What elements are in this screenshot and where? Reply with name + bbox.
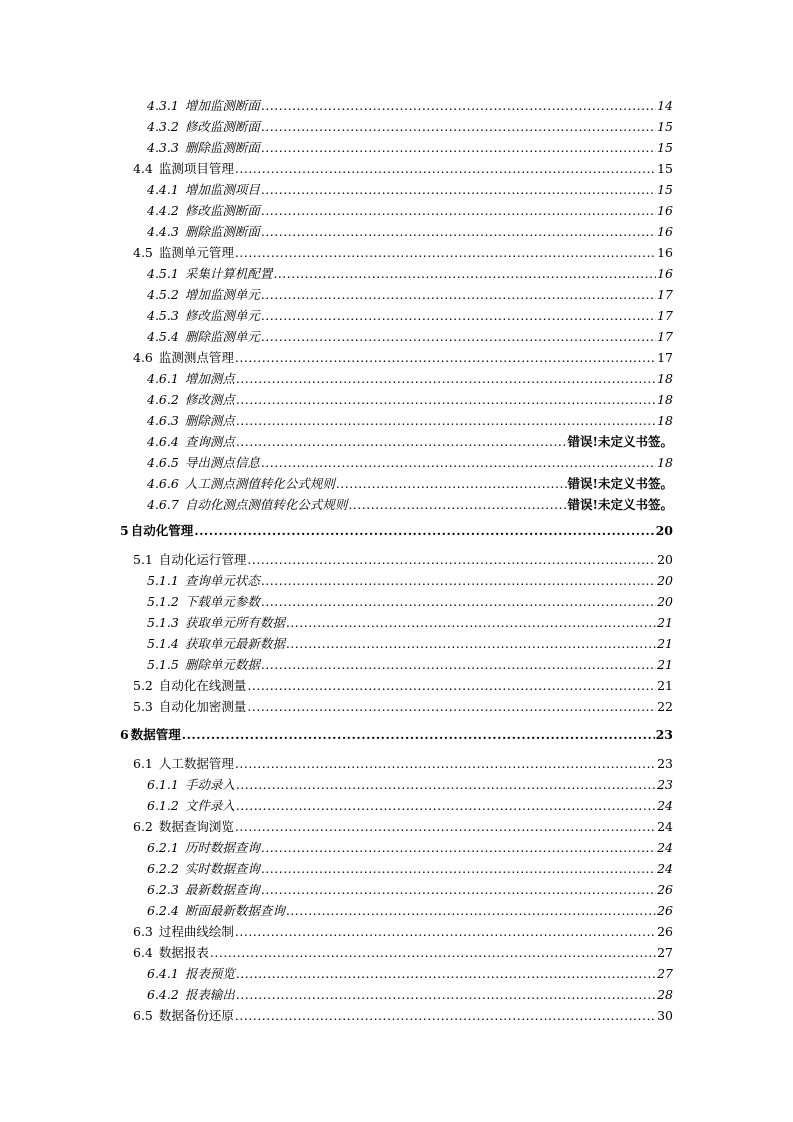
toc-entry[interactable] — [147, 475, 673, 493]
toc-entry-number: 6.3 — [133, 924, 153, 939]
toc-entry-page: 17 — [657, 308, 673, 323]
toc-entry[interactable] — [120, 522, 673, 540]
toc-entry-number: 4.6 — [133, 350, 153, 365]
toc-entry[interactable] — [147, 776, 673, 794]
toc-entry-number: 4.6.4 — [147, 434, 179, 449]
toc-entry-page: 20 — [657, 552, 673, 567]
toc-entry-title: 增加监测断面 — [184, 98, 260, 113]
toc-entry-title: 人工测点测值转化公式规则 — [184, 476, 335, 491]
toc-dot-leader — [261, 118, 656, 136]
toc-entry-page: 14 — [657, 98, 673, 113]
toc-entry-number: 6.2 — [133, 819, 153, 834]
toc-entry[interactable] — [147, 328, 673, 346]
toc-entry-title: 修改监测断面 — [184, 203, 260, 218]
toc-dot-leader — [261, 307, 656, 325]
toc-entry-page: 23 — [657, 777, 673, 792]
toc-entry[interactable] — [147, 635, 673, 653]
toc-entry[interactable] — [147, 902, 673, 920]
toc-entry[interactable] — [147, 593, 673, 611]
toc-entry-number: 4.5.2 — [147, 287, 179, 302]
toc-entry-title: 自动化加密测量 — [158, 699, 247, 714]
toc-entry-number: 4.6.2 — [147, 392, 179, 407]
toc-dot-leader — [235, 1007, 656, 1025]
toc-dot-leader — [286, 902, 656, 920]
toc-entry-title: 增加监测单元 — [184, 287, 260, 302]
toc-entry-number: 5.2 — [133, 678, 153, 693]
toc-entry-number: 4.4 — [133, 161, 153, 176]
toc-entry-page: 20 — [657, 594, 673, 609]
toc-dot-leader — [261, 139, 656, 157]
toc-entry-page: 23 — [657, 756, 673, 771]
toc-entry-title: 数据备份还原 — [158, 1008, 234, 1023]
toc-entry-number: 5.1.4 — [147, 636, 179, 651]
toc-entry[interactable] — [133, 755, 673, 773]
toc-dot-leader — [336, 475, 567, 493]
toc-entry-title: 查询单元状态 — [184, 573, 260, 588]
toc-dot-leader — [236, 986, 656, 1004]
toc-entry-number: 4.4.1 — [147, 182, 179, 197]
toc-entry-page: 16 — [657, 245, 673, 260]
toc-entry[interactable] — [147, 454, 673, 472]
toc-entry[interactable] — [147, 412, 673, 430]
toc-entry[interactable] — [147, 656, 673, 674]
toc-entry-number: 4.3.3 — [147, 140, 179, 155]
toc-dot-leader — [247, 698, 656, 716]
toc-entry[interactable] — [147, 265, 673, 283]
toc-entry[interactable] — [147, 370, 673, 388]
toc-entry-title: 查询测点 — [184, 434, 235, 449]
toc-dot-leader — [235, 818, 656, 836]
toc-entry-title: 监测单元管理 — [158, 245, 234, 260]
toc-entry-page: 15 — [657, 161, 673, 176]
toc-dot-leader — [273, 265, 656, 283]
toc-entry-number: 6.2.1 — [147, 840, 179, 855]
toc-entry-number: 6 — [120, 727, 129, 742]
toc-entry-number: 5 — [120, 523, 129, 538]
toc-dot-leader — [261, 593, 656, 611]
toc-entry[interactable] — [147, 223, 673, 241]
toc-entry-number: 5.1.2 — [147, 594, 179, 609]
toc-dot-leader — [236, 776, 656, 794]
toc-entry-page: 26 — [657, 924, 673, 939]
toc-entry-title: 自动化测点测值转化公式规则 — [184, 497, 348, 512]
toc-entry-page: 21 — [657, 615, 673, 630]
toc-entry-page: 16 — [657, 266, 673, 281]
toc-entry-number: 4.6.5 — [147, 455, 179, 470]
toc-dot-leader — [235, 160, 656, 178]
toc-entry-number: 4.5 — [133, 245, 153, 260]
toc-entry-title: 增加监测项目 — [184, 182, 260, 197]
toc-entry-title: 报表输出 — [184, 987, 235, 1002]
toc-entry[interactable] — [133, 698, 673, 716]
toc-entry-number: 6.4.2 — [147, 987, 179, 1002]
toc-entry-number: 6.4 — [133, 945, 153, 960]
toc-entry-page: 21 — [657, 636, 673, 651]
toc-entry[interactable] — [147, 572, 673, 590]
toc-entry[interactable] — [147, 391, 673, 409]
toc-entry-page: 24 — [657, 861, 673, 876]
toc-dot-leader — [236, 412, 656, 430]
toc-entry-number: 4.4.3 — [147, 224, 179, 239]
toc-dot-leader — [236, 370, 656, 388]
toc-entry[interactable] — [147, 181, 673, 199]
toc-dot-leader — [236, 391, 656, 409]
toc-entry[interactable] — [133, 160, 673, 178]
toc-entry[interactable] — [133, 551, 673, 569]
toc-entry-title: 监测测点管理 — [158, 350, 234, 365]
toc-entry-number: 4.3.1 — [147, 98, 179, 113]
toc-entry-title: 增加测点 — [184, 371, 235, 386]
toc-entry-page: 28 — [657, 987, 673, 1002]
toc-entry-title: 报表预览 — [184, 966, 235, 981]
toc-entry-title: 数据查询浏览 — [158, 819, 234, 834]
toc-entry-page: 21 — [657, 678, 673, 693]
toc-entry-page: 18 — [657, 455, 673, 470]
toc-dot-leader — [261, 839, 656, 857]
toc-entry-title: 文件录入 — [184, 798, 235, 813]
toc-entry-number: 5.1.5 — [147, 657, 179, 672]
toc-entry[interactable] — [120, 726, 673, 744]
toc-entry[interactable] — [147, 286, 673, 304]
toc-entry-page: 16 — [657, 203, 673, 218]
toc-entry[interactable] — [133, 244, 673, 262]
toc-entry[interactable] — [147, 307, 673, 325]
toc-entry-title: 修改监测单元 — [184, 308, 260, 323]
toc-entry-page: 17 — [657, 350, 673, 365]
toc-entry-page: 20 — [657, 573, 673, 588]
toc-entry-title: 删除单元数据 — [184, 657, 260, 672]
toc-entry[interactable] — [147, 496, 673, 514]
toc-entry-title: 删除测点 — [184, 413, 235, 428]
toc-entry[interactable] — [133, 818, 673, 836]
toc-dot-leader — [348, 496, 566, 514]
toc-dot-leader — [236, 965, 656, 983]
toc-entry-page: 17 — [657, 287, 673, 302]
toc-entry-page: 15 — [657, 182, 673, 197]
toc-entry-page: 15 — [657, 119, 673, 134]
toc-entry-page: 17 — [657, 329, 673, 344]
toc-entry[interactable] — [133, 1007, 673, 1025]
toc-dot-leader — [261, 881, 656, 899]
toc-entry-number: 4.5.3 — [147, 308, 179, 323]
toc-entry[interactable] — [147, 797, 673, 815]
toc-entry-title: 自动化管理 — [130, 523, 194, 538]
toc-entry-title: 实时数据查询 — [184, 861, 260, 876]
toc-dot-leader — [194, 522, 654, 540]
toc-entry-page: 24 — [657, 798, 673, 813]
toc-entry-title: 人工数据管理 — [158, 756, 234, 771]
toc-entry-page: 24 — [657, 840, 673, 855]
toc-entry-number: 6.2.4 — [147, 903, 179, 918]
toc-entry-title: 获取单元所有数据 — [184, 615, 285, 630]
toc-entry-number: 4.6.3 — [147, 413, 179, 428]
toc-entry-title: 修改测点 — [184, 392, 235, 407]
toc-dot-leader — [210, 944, 656, 962]
toc-entry[interactable] — [147, 97, 673, 115]
toc-dot-leader — [261, 328, 656, 346]
toc-dot-leader — [182, 726, 655, 744]
toc-entry-page: 18 — [657, 392, 673, 407]
toc-entry[interactable] — [147, 614, 673, 632]
toc-entry-title: 采集计算机配置 — [184, 266, 273, 281]
toc-dot-leader — [261, 181, 656, 199]
toc-dot-leader — [261, 572, 656, 590]
toc-entry[interactable] — [147, 860, 673, 878]
toc-entry[interactable] — [147, 139, 673, 157]
toc-entry-number: 6.1.1 — [147, 777, 179, 792]
toc-entry-number: 4.5.1 — [147, 266, 179, 281]
toc-entry[interactable] — [147, 881, 673, 899]
toc-entry-page: 错误!未定义书签。 — [567, 497, 673, 512]
toc-entry-title: 历时数据查询 — [184, 840, 260, 855]
toc-entry-page: 16 — [657, 224, 673, 239]
toc-entry-number: 6.5 — [133, 1008, 153, 1023]
toc-entry-title: 下载单元参数 — [184, 594, 260, 609]
toc-entry-page: 22 — [657, 699, 673, 714]
toc-entry-title: 自动化在线测量 — [158, 678, 247, 693]
toc-entry-page: 18 — [657, 413, 673, 428]
toc-entry-page: 24 — [657, 819, 673, 834]
toc-entry[interactable] — [133, 349, 673, 367]
toc-dot-leader — [261, 202, 656, 220]
toc-entry-page: 27 — [657, 945, 673, 960]
toc-entry-number: 5.3 — [133, 699, 153, 714]
toc-entry-page: 错误!未定义书签。 — [567, 434, 673, 449]
toc-entry-page: 26 — [657, 903, 673, 918]
toc-entry-number: 6.4.1 — [147, 966, 179, 981]
toc-entry[interactable] — [147, 839, 673, 857]
toc-entry[interactable] — [147, 118, 673, 136]
toc-entry-page: 26 — [657, 882, 673, 897]
toc-dot-leader — [236, 797, 656, 815]
toc-dot-leader — [286, 635, 656, 653]
toc-entry-page: 30 — [657, 1008, 673, 1023]
toc-entry[interactable] — [133, 677, 673, 695]
toc-entry-title: 监测项目管理 — [158, 161, 234, 176]
toc-dot-leader — [261, 454, 656, 472]
toc-entry-page: 20 — [655, 523, 673, 538]
toc-dot-leader — [236, 433, 567, 451]
toc-entry-page: 23 — [655, 727, 673, 742]
toc-entry-title: 删除监测单元 — [184, 329, 260, 344]
toc-entry-number: 6.2.2 — [147, 861, 179, 876]
toc-entry-page: 27 — [657, 966, 673, 981]
toc-entry-number: 4.3.2 — [147, 119, 179, 134]
toc-dot-leader — [235, 349, 656, 367]
toc-entry-title: 过程曲线绘制 — [158, 924, 234, 939]
toc-entry-title: 删除监测断面 — [184, 224, 260, 239]
toc-entry-number: 5.1.3 — [147, 615, 179, 630]
toc-dot-leader — [235, 923, 656, 941]
toc-entry-title: 断面最新数据查询 — [184, 903, 285, 918]
toc-entry-number: 4.6.1 — [147, 371, 179, 386]
toc-entry-title: 获取单元最新数据 — [184, 636, 285, 651]
toc-dot-leader — [247, 551, 656, 569]
toc-entry-number: 6.1 — [133, 756, 153, 771]
toc-entry-title: 手动录入 — [184, 777, 235, 792]
toc-entry-title: 最新数据查询 — [184, 882, 260, 897]
toc-entry-page: 15 — [657, 140, 673, 155]
toc-entry-number: 5.1 — [133, 552, 153, 567]
toc-entry[interactable] — [133, 944, 673, 962]
toc-dot-leader — [261, 223, 656, 241]
toc-entry-page: 18 — [657, 371, 673, 386]
toc-entry-title: 修改监测断面 — [184, 119, 260, 134]
toc-entry-number: 4.6.6 — [147, 476, 179, 491]
toc-entry-number: 4.4.2 — [147, 203, 179, 218]
toc-entry[interactable] — [147, 986, 673, 1004]
toc-entry-title: 数据报表 — [158, 945, 209, 960]
toc-entry-number: 5.1.1 — [147, 573, 179, 588]
toc-entry-title: 删除监测断面 — [184, 140, 260, 155]
toc-dot-leader — [261, 860, 656, 878]
toc-entry[interactable] — [147, 433, 673, 451]
toc-entry[interactable] — [147, 202, 673, 220]
toc-entry-title: 数据管理 — [130, 727, 181, 742]
toc-entry-page: 错误!未定义书签。 — [567, 476, 673, 491]
toc-dot-leader — [247, 677, 656, 695]
toc-entry[interactable] — [147, 965, 673, 983]
toc-dot-leader — [261, 97, 656, 115]
toc-dot-leader — [235, 244, 656, 262]
toc-entry-number: 4.6.7 — [147, 497, 179, 512]
toc-entry-page: 21 — [657, 657, 673, 672]
toc-entry-number: 6.2.3 — [147, 882, 179, 897]
toc-dot-leader — [235, 755, 656, 773]
toc-entry-title: 自动化运行管理 — [158, 552, 247, 567]
toc-entry-title: 导出测点信息 — [184, 455, 260, 470]
toc-entry[interactable] — [133, 923, 673, 941]
toc-entry-number: 4.5.4 — [147, 329, 179, 344]
toc-dot-leader — [286, 614, 656, 632]
toc-entry-number: 6.1.2 — [147, 798, 179, 813]
toc-dot-leader — [261, 286, 656, 304]
toc-dot-leader — [261, 656, 656, 674]
